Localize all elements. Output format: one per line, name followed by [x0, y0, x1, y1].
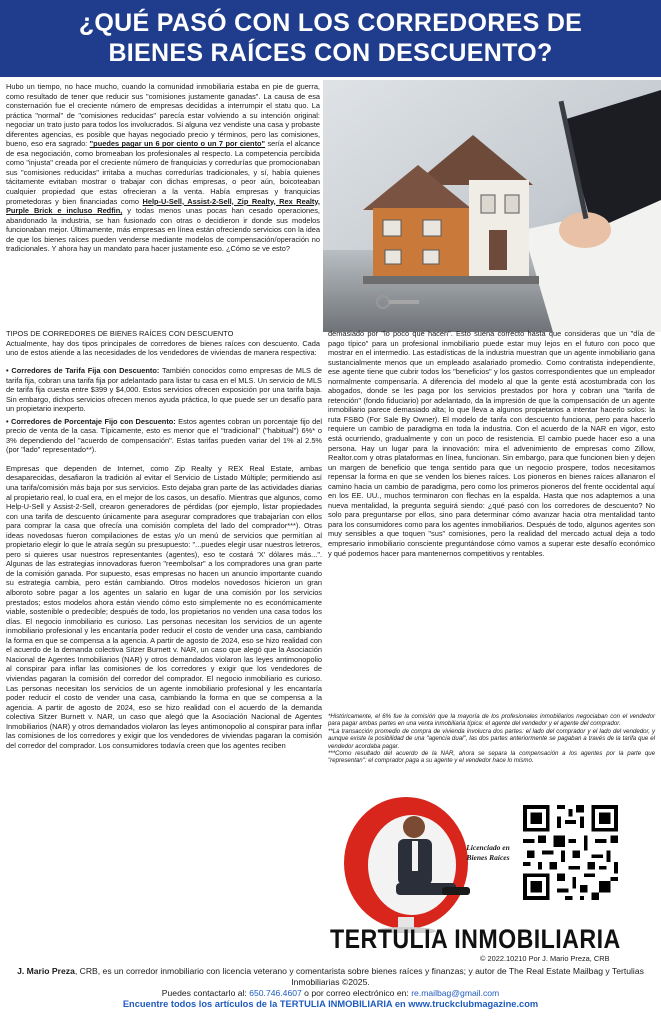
article-photo-house-model	[323, 80, 661, 332]
author-bio: J. Mario Preza, CRB, es un corredor inmobiliario con licencia veterano y comentarista sobre bienes raíces y finanzas; y autor de The Real Estate Mailbag y Tertulias Inmobiliarias ©2025.	[17, 966, 644, 987]
types-section	[6, 329, 320, 367]
firm-list: Help-U-Sell, Assist-2-Sell, Zip Realty, Rex Realty, Purple Brick e incluso Redfin,	[6, 196, 320, 216]
flat-fee-item: • Corredores de Tarifa Fija con Descuento: También conocidos como empresas de MLS de tarifa fija, cobran una tarifa fija por adelantado para listar tu casa en el MLS. Un servicio de MLS de tarifa fija cuesta entre $399 y $4,000. Estos servicios ofrecen exposición por una tarifa baja. Sin embargo, dichos servicios ofrecen menos ayuda práctica, lo que puede ser un desafío para un propietario inexperto.	[6, 366, 322, 414]
contact-line: Puedes contactarlo al: 650.746.4607 o por correo electrónico en: re.mailbag@gmail.com	[161, 988, 500, 998]
email-link[interactable]: re.mailbag@gmail.com	[411, 988, 500, 998]
article-left-column	[6, 366, 322, 971]
author-in-red-chair-illustration	[338, 783, 478, 933]
percent-fee-item: • Corredores de Porcentaje Fijo con Descuento: Estos agentes cobran un porcentaje fijo del precio de venta de la casa. Típicamente, esto es menor que el "tradicional" ("habitual") 6%* o 3% dependiendo del "acuerdo de compensación". Estas tarifas pueden variar del 1% al 2.5% (por "lado" representado**).	[6, 416, 322, 455]
footnote-1: *Históricamente, el 6% fue la comisión que la mayoría de los profesionales inmobiliarios negociaban con el vendedor para pagar ambas partes en una venta inmobiliaria típica: el agente del vendedor y el agente del comprador.	[328, 713, 655, 728]
quote-highlight: "puedes pagar un 6 por ciento o un 7 por ciento"	[89, 139, 266, 149]
types-heading: TIPOS DE CORREDORES DE BIENES RAÍCES CON DESCUENTO	[6, 329, 234, 338]
types-intro: Actualmente, hay dos tipos principales de corredores de bienes raíces con descuento. Cada uno de estos atiende a las necesidades de los vendedores de viviendas de manera respectiva:	[6, 338, 320, 358]
body-paragraph-1: Empresas que dependen de Internet, como Zip Realty y REX Real Estate, ambas desaparecidas, desafiaron la tradición al evitar el Servicio de Listado Múltiple; permitiendo así una tarifa/comisión más baja por sus servicios. Esto dejaba gran parte de las actividades diarias al propietario real, lo cual era, en el mejor de los casos, un desafío. Mientras que algunos, como Help-U-Sell y Assist-2-Sell, crearon generadores de pérdidas (por ejemplo, listar propiedades con una tarifa de descuento únicamente para asegurar compradores que trabajarían con ellos para comprar la casa que ofrecía una comisión completa del lado del comprador***). Otras ideas novedosas fueron compilaciones de estas y/o un menú de servicios que permitían al propietario elegir lo que le atraía según su presupuesto: "...puedes elegir usar nuestros letreros, pero si quieres usar nuestros representantes (agentes), eso te costará 'X' dólares más...". Algunas de las estrategias innovadoras fueron "reembolsar" a los compradores una gran parte de la comisión ganada. Por supuesto, esas empresas no hacen un anuncio importante cuando su estrategia cambia, pero están cambiando. Otros modelos novedosos hicieron un gran alboroto sobre pagar a los agentes un salario en lugar de una comisión por los servicios prestados; estos modelos ahora están viendo cómo esto simplemente no es económicamente viable, sostenible o predecible; después de todo, los propietarios no venden una casa todos los días. El negocio inmobiliario es curioso. Las personas necesitan los servicios de un agente inmobiliario profesional y les encantaría poder reducir el costo de vender una casa, cambiando la forma en que se compensa a la agencia. A partir de agosto de 2024, eso se hizo realidad con el acuerdo de la demanda colectiva Sitzer Burnett v. NAR, un caso que alegó que la Asociación Nacional de Agentes Inmobiliarios (NAR) y otros demandados violaron las leyes antimonopolio al conspirar para inflar las comisiones de los corredores y exigir que los vendedores de viviendas pagaran la comisión del corredor del comprador. El negocio inmobiliario es curioso. Las personas necesitan los servicios de un agente inmobiliario profesional y les encantaría poder reducir el costo de vender una casa, cambiando la forma en que se compensa a la agencia. A partir de agosto de 2024, eso se hizo realidad con el acuerdo de la demanda colectiva Sitzer Burnett v. NAR, un caso que alegó que la Asociación Nacional de Agentes Inmobiliarios (NAR) y otros demandados violaron las leyes antimonopolio al conspirar para inflar las comisiones de los corredores y exigir que los vendedores de viviendas pagaran la comisión del corredor del comprador. Los consumidores todavía creen que los agentes reciben	[6, 463, 322, 750]
author-name: J. Mario Preza	[17, 966, 75, 976]
title-line-2: BIENES RAÍCES CON DESCUENTO?	[108, 39, 553, 67]
article-title-banner	[0, 0, 661, 77]
qr-code[interactable]	[523, 805, 618, 900]
footnote-2: **La transacción promedio de compra de vivienda involucra dos partes: el lado del comprador y el lado del vendedor, y aunque existe la posibilidad de una "agencia dual", las dos partes anteriormente se pagaban a través de la tarifa que el vendedor acordaba pagar.	[328, 727, 655, 750]
article-intro-column	[6, 82, 320, 327]
author-footer	[0, 966, 661, 1010]
body-paragraph-2: demasiado por "lo poco que hacen". Esto suena correcto hasta que consideras que un "día de pago típico" para un profesional inmobiliario puede estar muy lejos en el futuro con poco que mostrar en el intermedio. Las estadísticas de la industria muestran que un agente inmobiliario gana sustancialmente menos que un empleado asalariado promedio. Como contratista independiente, ese agente tiene que cubrir todos los "beneficios" y los gastos correspondientes que un empleador normalmente compensaría. A diferencia del modelo al que la gente está acostumbrada con los abogados, donde se les paga por los servicios prestados por hora y cobran una "tarifa de retención" (fondo fiduciario) por adelantado, da la impresión de que la compensación de un agente inmobiliario parece demasiado alta; lo que lleva a algunos propietarios a intentar hacerlo solos: la ruta FSBO (For Sale By Owner). El modelo de tarifa con descuento funciona, pero para hacerlo requiere un cambio de paradigma en toda la industria. Con el acuerdo de la NAR en vigor, esto está ocurriendo, gradualmente y con un poco de resistencia. El cambio puede hacer eso a una persona. Hay un lugar para la innovación: mira el advenimiento de empresas como Zillow, Realtor.com y otras plataformas en línea, funcionan. Sin embargo, para que funcionen bien y dejen un margen de beneficio que tenga sentido para que un negocio prospere, todos necesitamos repensar la forma en que se venden los bienes raíces. Los pioneros en bienes raíces allanaron el camino hacia un cambio de paradigma, pero como los primeros pioneros del frente occidental aquí en los EE. UU., muchos terminaron con flechas en la espalda. Hasta que nos adaptemos a una nueva mentalidad, la pregunta seguirá siendo: ¿qué pasó con los corredores de descuento? No solo para preguntarse por ellos, sino para determinar cómo avanzar hacia otra mentalidad tanto para los consumidores como para los agentes inmobiliarios. Después de todo, algunos agentes son muy sensibles a que toquen "sus" comisiones, pero la realidad del mercado actual deja a todo empresario inmobiliario consciente preguntándose cómo vamos a superar este desafío económico y qué podemos hacer para mantenernos competitivos y rentables.	[328, 329, 655, 558]
phone-link[interactable]: 650.746.4607	[249, 988, 302, 998]
title-line-1: ¿QUÉ PASÓ CON LOS CORREDORES DE	[78, 9, 583, 37]
article-right-column	[328, 329, 655, 717]
footnote-3: ***Como resultado del acuerdo de la NAR, ahora se separa la compensación a los agentes por la parte que "representan": el comprador paga a su agente y el vendedor hace lo mismo.	[328, 750, 655, 765]
house-illustration	[323, 80, 661, 332]
copyright-notice: © 2022.10210 Por J. Mario Preza, CRB	[480, 954, 610, 963]
licensed-caption: Licenciado en Bienes Raíces	[466, 843, 510, 862]
website-link[interactable]: Encuentre todos los artículos de la TERTULIA INMOBILIARIA en www.truckclubmagazine.com	[122, 999, 539, 1009]
brand-wordmark: TERTULIA INMOBILIARIA	[330, 924, 621, 954]
intro-paragraph: Hubo un tiempo, no hace mucho, cuando la comunidad inmobiliaria estaba en pie de guerra, como resultado de tener que reducir sus "comisiones justamente ganadas". La causa de esa consternación fue el creciente número de empresas decididas a interrumpir el statu quo. La práctica "normal" de "comisiones reducidas" parecía estar volviendo a su intención original: negociar un trato justo para todos los involucrados. Si alguna vez vendiste una casa y probaste diferentes agencias, es posible que hayas negociado precio y términos, pero las comisiones, bueno, eso era sagrado: "puedes pagar un 6 por ciento o un 7 por ciento" sería el alcance de esa negociación, como bromeaban los profesionales al respecto. La competencia percibida como "injusta" creada por el creciente número de franquicias y corredurías que promocionaban sus "comisiones reducidas" irritaba a muchas corredurías tradicionales, y sí, había quienes tácitamente evitaban mostrar o trabajar con dichas empresas, o peor aún, boicoteaban cualquier propiedad que estas ofrecieran a la venta. Había empresas y franquicias prometedoras y bien financiadas como Help-U-Sell, Assist-2-Sell, Zip Realty, Rex Realty, Purple Brick e incluso Redfin, y todas menos unas pocas han cesado operaciones, abandonado la industria, se han fusionado con otras o decidieron ir donde sus modelos funcionaban mejor. Últimamente, más empresas en línea están ofreciendo servicios con la idea de que los bienes raíces pueden venderse mediante modelos de compensación/operación no tradicionales. Y ahora hay un mandato para hacer justamente eso. ¿Cómo se ve esto?	[6, 82, 320, 254]
footnotes	[328, 713, 655, 773]
